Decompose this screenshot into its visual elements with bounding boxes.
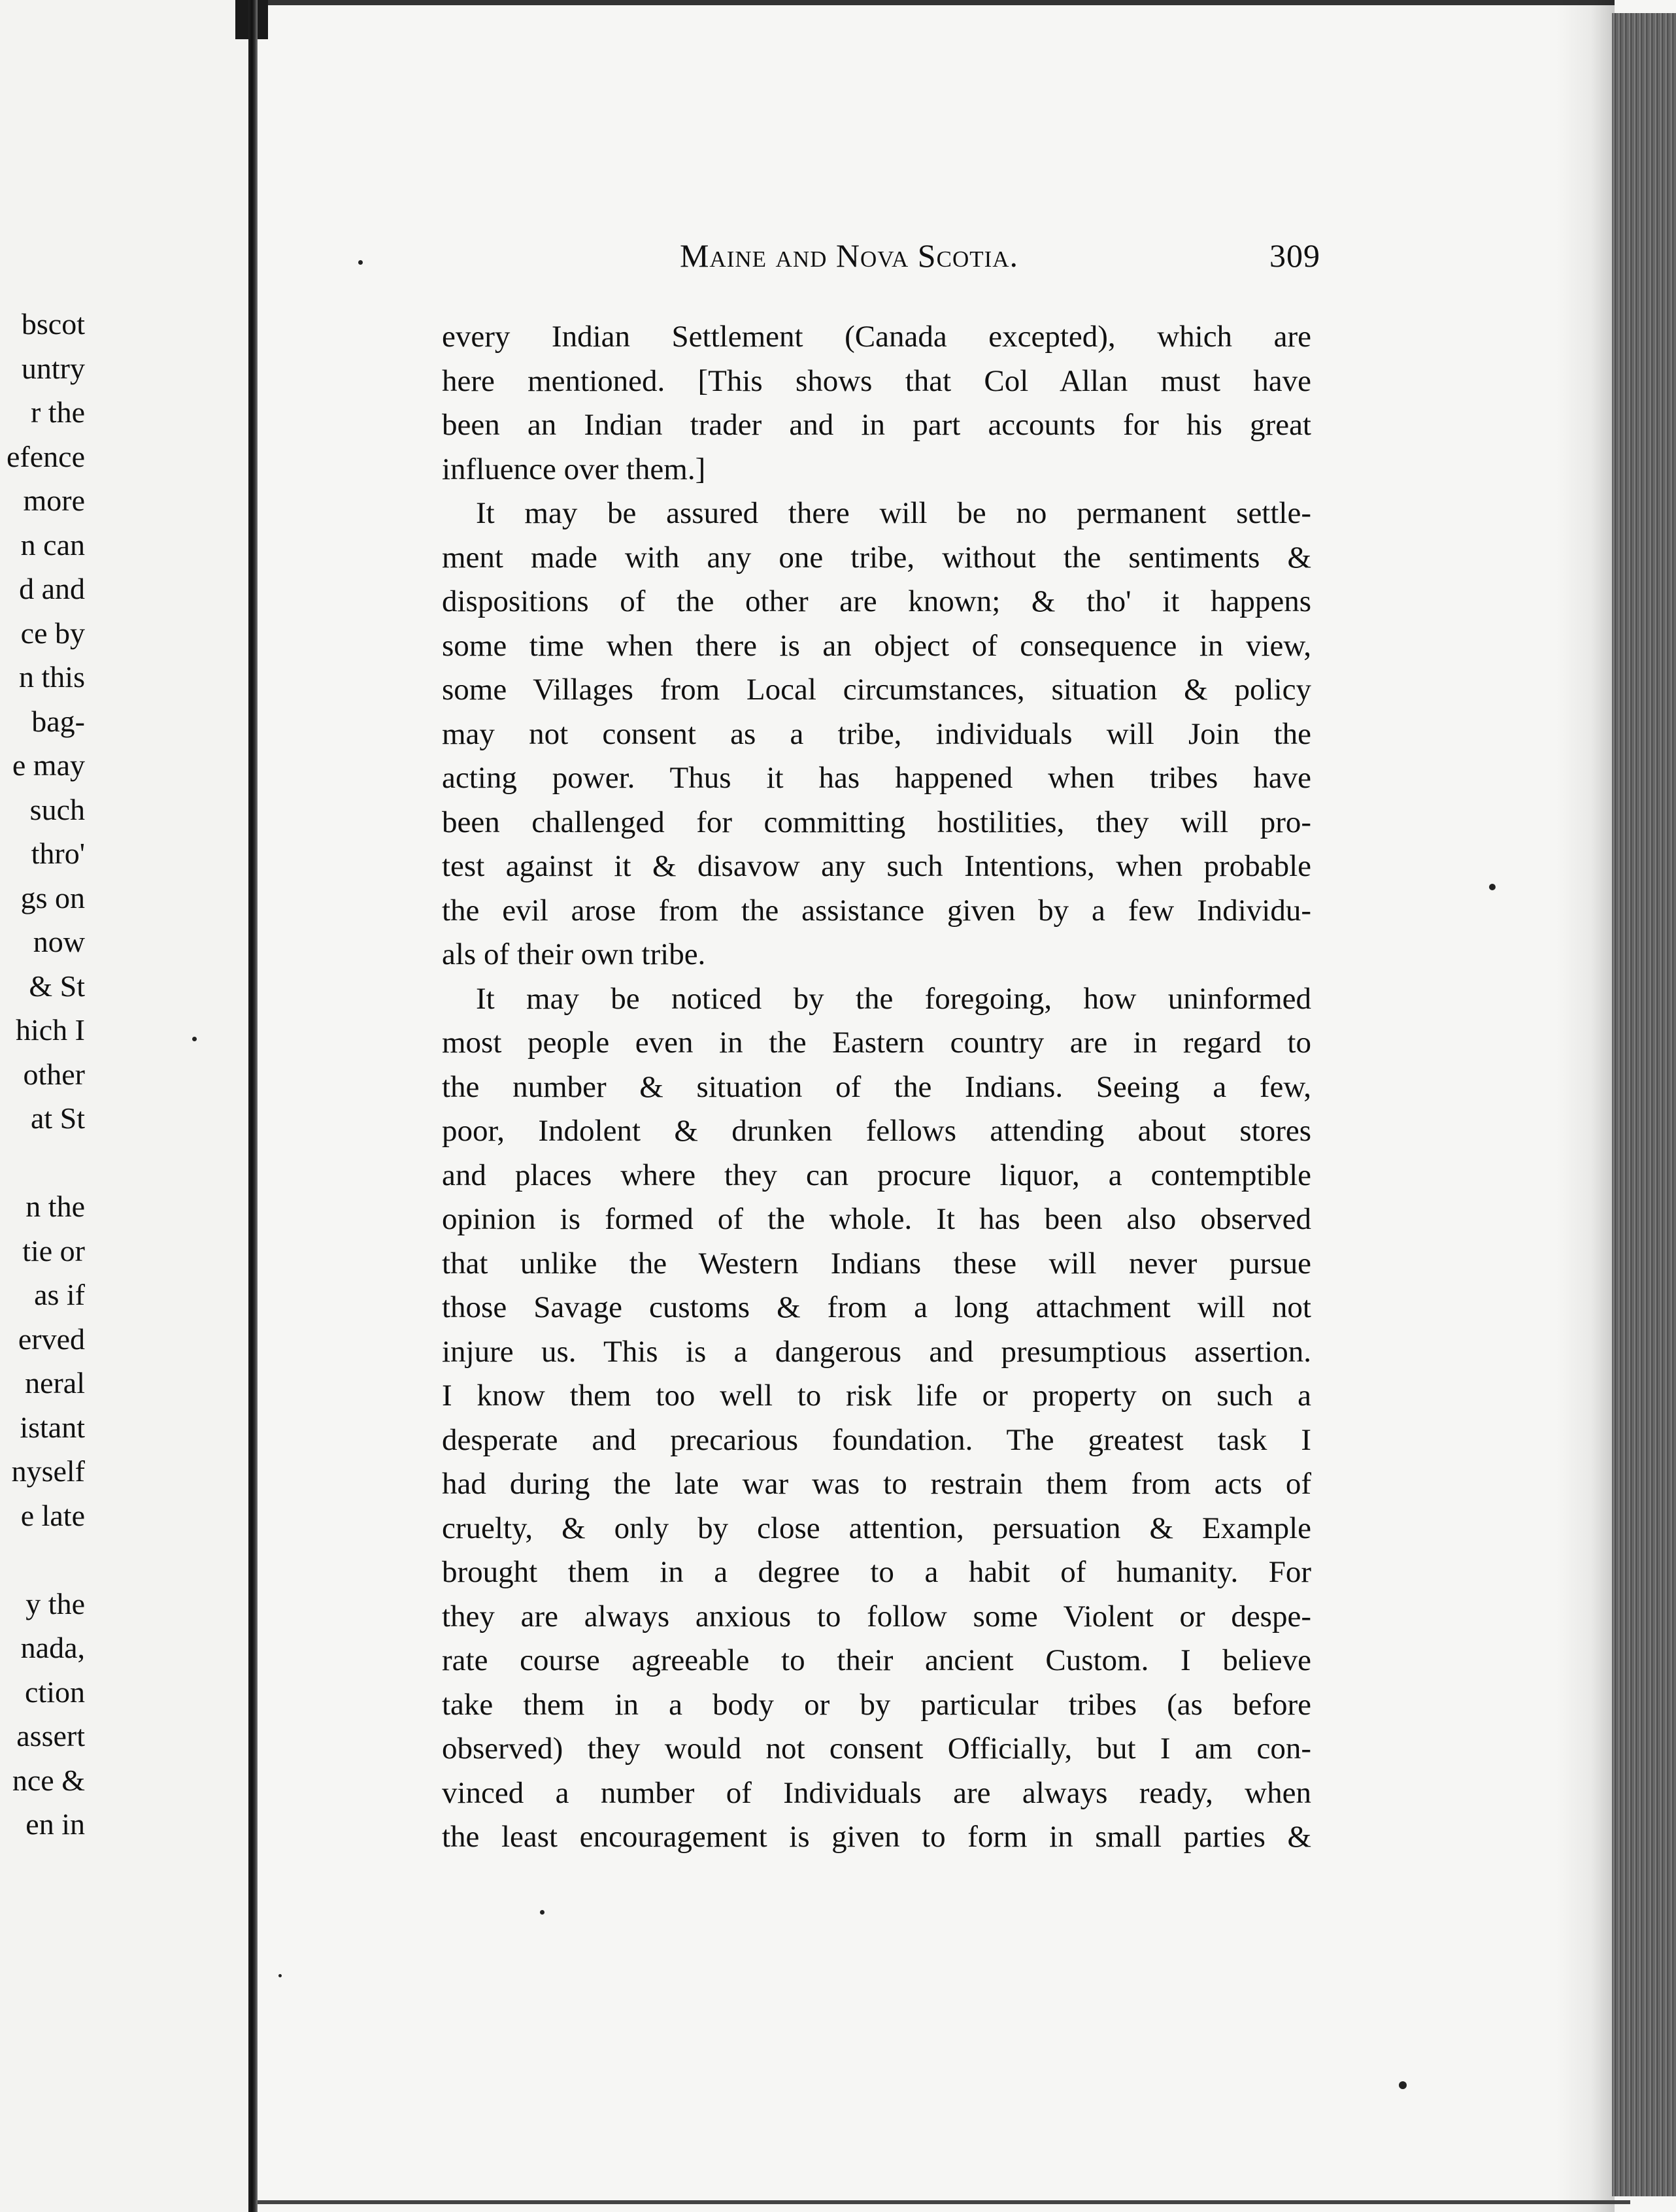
text-line: opinion is formed of the whole. It has been also observed: [442, 1202, 1311, 1236]
bottom-border: [258, 2200, 1630, 2204]
text-line: the evil arose from the assistance given by a few Individu-: [442, 893, 1311, 928]
left-line: neral: [25, 1366, 85, 1399]
text-line: rate course agreeable to their ancient Custom. I believe: [442, 1643, 1311, 1677]
left-line: nyself: [11, 1454, 85, 1488]
speck: [1489, 884, 1496, 890]
speck: [1399, 2081, 1407, 2089]
running-title: Maine and Nova Scotia.: [680, 237, 1019, 274]
text-line: here mentioned. [This shows that Col Allan must have: [442, 363, 1311, 398]
left-line-blank: [0, 1537, 85, 1582]
text-line: dispositions of the other are known; & tho' it happens: [442, 584, 1311, 618]
text-line: influence over them.]: [442, 452, 706, 486]
left-line: en in: [25, 1807, 85, 1841]
text-line: those Savage customs & from a long attachment will not: [442, 1290, 1311, 1324]
text-line: It may be noticed by the foregoing, how uninformed: [476, 981, 1311, 1016]
left-line: as if: [34, 1278, 85, 1311]
text-line: brought them in a degree to a habit of humanity. For: [442, 1555, 1311, 1589]
left-line: n this: [19, 660, 85, 694]
book-page-edges: [1612, 13, 1676, 2196]
left-line: e may: [12, 748, 85, 782]
speck: [358, 260, 363, 265]
text-line: acting power. Thus it has happened when tribes have: [442, 761, 1311, 795]
left-line: ction: [25, 1675, 85, 1709]
speck: [278, 1974, 282, 1977]
left-line: thro': [31, 837, 85, 870]
page-number: 309: [1269, 237, 1320, 274]
text-line: observed) they would not consent Officially, but I am con-: [442, 1732, 1311, 1766]
text-line: most people even in the Eastern country are in regard to: [442, 1026, 1311, 1060]
left-line-blank: [0, 1141, 85, 1185]
text-line: take them in a body or by particular tribes (as before: [442, 1687, 1311, 1722]
left-line: & St: [29, 969, 85, 1003]
text-line: desperate and precarious foundation. The greatest task I: [442, 1422, 1311, 1457]
page-curl-shadow: [1556, 0, 1615, 2212]
left-line: assert: [16, 1719, 85, 1752]
left-line: r the: [30, 395, 85, 429]
left-line: at St: [30, 1101, 85, 1135]
left-line: y the: [25, 1586, 85, 1620]
left-line: tie or: [22, 1233, 85, 1267]
left-line: erved: [18, 1322, 85, 1356]
text-line: injure us. This is a dangerous and presumptious assertion.: [442, 1334, 1311, 1369]
left-line: more: [23, 484, 85, 517]
left-line: ce by: [20, 616, 85, 650]
text-line: that unlike the Western Indians these will never pursue: [442, 1246, 1311, 1281]
text-line: the number & situation of the Indians. Seeing a few,: [442, 1069, 1311, 1104]
text-line: they are always anxious to follow some Violent or despe-: [442, 1599, 1311, 1634]
left-line: bag-: [31, 704, 85, 738]
left-page-text: [0, 302, 85, 1847]
left-line: istant: [20, 1410, 85, 1444]
left-line: efence: [7, 439, 85, 473]
text-line: been challenged for committing hostilities, they will pro-: [442, 805, 1311, 839]
text-line: vinced a number of Individuals are always ready, when: [442, 1775, 1311, 1810]
main-text-block: [442, 315, 1311, 1860]
text-line: It may be assured there will be no permanent settle-: [476, 496, 1311, 530]
left-line: e late: [20, 1498, 85, 1532]
text-line: had during the late war was to restrain them from acts of: [442, 1467, 1311, 1501]
text-line: some Villages from Local circumstances, situation & policy: [442, 673, 1311, 707]
text-line: may not consent as a tribe, individuals will Join the: [442, 716, 1311, 751]
text-line: als of their own tribe.: [442, 937, 706, 971]
left-line: now: [33, 925, 85, 958]
left-facing-page: [0, 0, 256, 2212]
left-line: bscot: [21, 307, 85, 341]
speck: [540, 1910, 545, 1915]
text-line: poor, Indolent & drunken fellows attending about stores: [442, 1114, 1311, 1148]
left-line: gs on: [20, 880, 85, 914]
left-line: n can: [20, 528, 85, 561]
speck: [192, 1037, 197, 1041]
left-line: such: [29, 792, 85, 826]
text-line: cruelty, & only by close attention, persuation & Example: [442, 1511, 1311, 1545]
book-gutter: [248, 0, 258, 2212]
text-line: ment made with any one tribe, without the sentiments &: [442, 540, 1311, 575]
text-line: I know them too well to risk life or property on such a: [442, 1379, 1311, 1413]
text-line: the least encouragement is given to form in small parties &: [442, 1820, 1311, 1854]
left-line: other: [23, 1057, 85, 1091]
left-line: d and: [19, 572, 85, 605]
text-line: test against it & disavow any such Intentions, when probable: [442, 849, 1311, 883]
left-line: nce &: [12, 1763, 85, 1797]
left-line: untry: [21, 351, 85, 385]
text-line: some time when there is an object of consequence in view,: [442, 628, 1311, 663]
running-header: [680, 237, 1320, 282]
text-line: been an Indian trader and in part accounts for his great: [442, 408, 1311, 442]
text-line: and places where they can procure liquor, a contemptible: [442, 1158, 1311, 1192]
left-line: hich I: [15, 1013, 85, 1047]
left-line: n the: [25, 1190, 85, 1223]
text-line: every Indian Settlement (Canada excepted), which are: [442, 320, 1311, 354]
left-line: nada,: [20, 1631, 85, 1664]
